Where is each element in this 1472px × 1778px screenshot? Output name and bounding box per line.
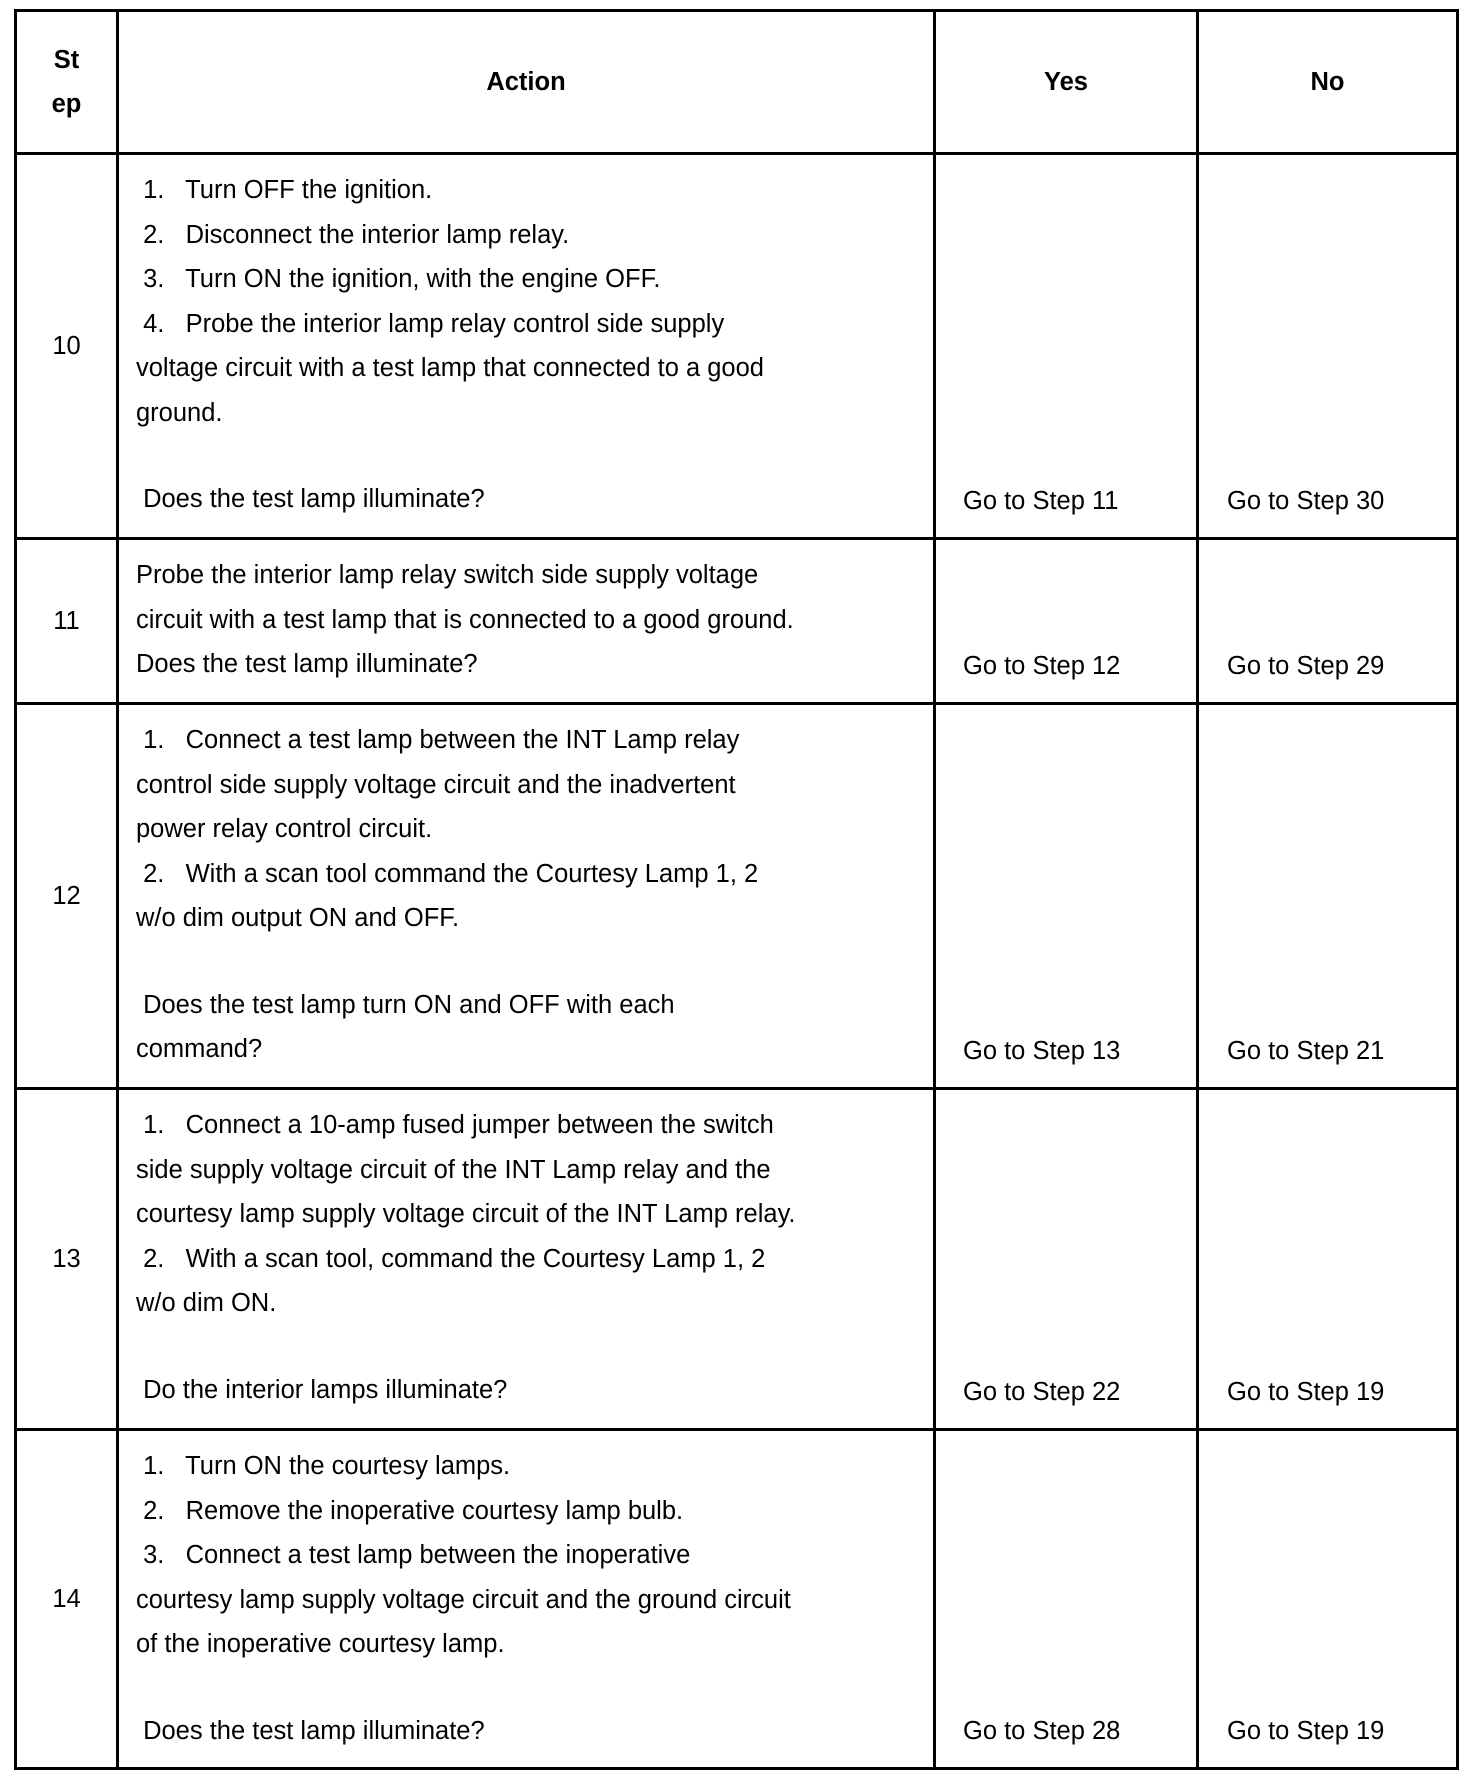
no-header: No (1198, 11, 1458, 154)
no-result: Go to Step 30 (1198, 154, 1458, 539)
no-result: Go to Step 29 (1198, 539, 1458, 704)
action-line: 4. Probe the interior lamp relay control side supply (136, 309, 725, 338)
action-line: 2. Remove the inoperative courtesy lamp bulb. (136, 1496, 684, 1525)
action-line: 3. Connect a test lamp between the inoperative (136, 1541, 691, 1569)
action-spacer (136, 1667, 923, 1709)
action-spacer (136, 941, 923, 983)
yes-header: Yes (935, 11, 1198, 154)
action-line: w/o dim ON. (136, 1289, 277, 1317)
step-header-line-1: St (53, 45, 80, 74)
action-line: Does the test lamp turn ON and OFF with each (136, 990, 675, 1019)
action-line: Does the test lamp illuminate? (136, 650, 478, 678)
no-result: Go to Step 19 (1198, 1430, 1458, 1769)
action-line: 2. With a scan tool command the Courtesy Lamp 1, 2 (136, 859, 759, 888)
action-line: 2. Disconnect the interior lamp relay. (136, 220, 570, 249)
step-number: 10 (16, 154, 118, 539)
step-number: 12 (16, 704, 118, 1089)
table-row (16, 539, 1458, 704)
action-line: courtesy lamp supply voltage circuit and the ground circuit (136, 1585, 791, 1614)
step-number: 13 (16, 1089, 118, 1430)
action-line: Probe the interior lamp relay switch side supply voltage (136, 561, 759, 589)
action-line: 3. Turn ON the ignition, with the engine OFF. (136, 265, 661, 293)
no-result: Go to Step 19 (1198, 1089, 1458, 1430)
action-line: 1. Turn OFF the ignition. (136, 176, 433, 204)
table-row (16, 704, 1458, 1089)
action-line: courtesy lamp supply voltage circuit of the INT Lamp relay. (136, 1200, 796, 1228)
action-spacer (136, 435, 923, 477)
action-cell (118, 704, 935, 1089)
action-spacer (136, 1326, 923, 1368)
action-line: side supply voltage circuit of the INT Lamp relay and the (136, 1155, 771, 1184)
no-result: Go to Step 21 (1198, 704, 1458, 1089)
diagnostic-steps-table (14, 9, 1459, 1770)
step-number: 11 (16, 539, 118, 704)
step-number: 14 (16, 1430, 118, 1769)
action-cell (118, 1089, 935, 1430)
action-line: ground. (136, 398, 223, 427)
yes-result: Go to Step 28 (935, 1430, 1198, 1769)
action-line: Does the test lamp illuminate? (136, 485, 485, 513)
yes-result: Go to Step 13 (935, 704, 1198, 1089)
action-line: of the inoperative courtesy lamp. (136, 1630, 505, 1658)
action-header: Action (118, 11, 935, 154)
yes-result: Go to Step 12 (935, 539, 1198, 704)
action-line: power relay control circuit. (136, 815, 433, 843)
step-header (16, 11, 118, 154)
action-line: circuit with a test lamp that is connected to a good ground. (136, 605, 794, 634)
table-row (16, 1430, 1458, 1769)
action-line: control side supply voltage circuit and the inadvertent (136, 770, 736, 799)
yes-result: Go to Step 22 (935, 1089, 1198, 1430)
yes-result: Go to Step 11 (935, 154, 1198, 539)
action-line: 1. Connect a 10-amp fused jumper between the switch (136, 1111, 774, 1139)
step-header-line-2: ep (51, 90, 82, 118)
action-line: Do the interior lamps illuminate? (136, 1375, 508, 1404)
action-cell (118, 154, 935, 539)
action-line: w/o dim output ON and OFF. (136, 904, 460, 932)
table-row (16, 154, 1458, 539)
header-row (16, 11, 1458, 154)
action-line: 2. With a scan tool, command the Courtesy Lamp 1, 2 (136, 1244, 766, 1273)
table-row (16, 1089, 1458, 1430)
action-line: 1. Connect a test lamp between the INT Lamp relay (136, 726, 740, 754)
action-cell (118, 1430, 935, 1769)
action-line: voltage circuit with a test lamp that connected to a good (136, 354, 764, 382)
action-cell (118, 539, 935, 704)
action-line: Does the test lamp illuminate? (136, 1716, 485, 1745)
action-line: 1. Turn ON the courtesy lamps. (136, 1452, 511, 1480)
action-line: command? (136, 1035, 263, 1063)
